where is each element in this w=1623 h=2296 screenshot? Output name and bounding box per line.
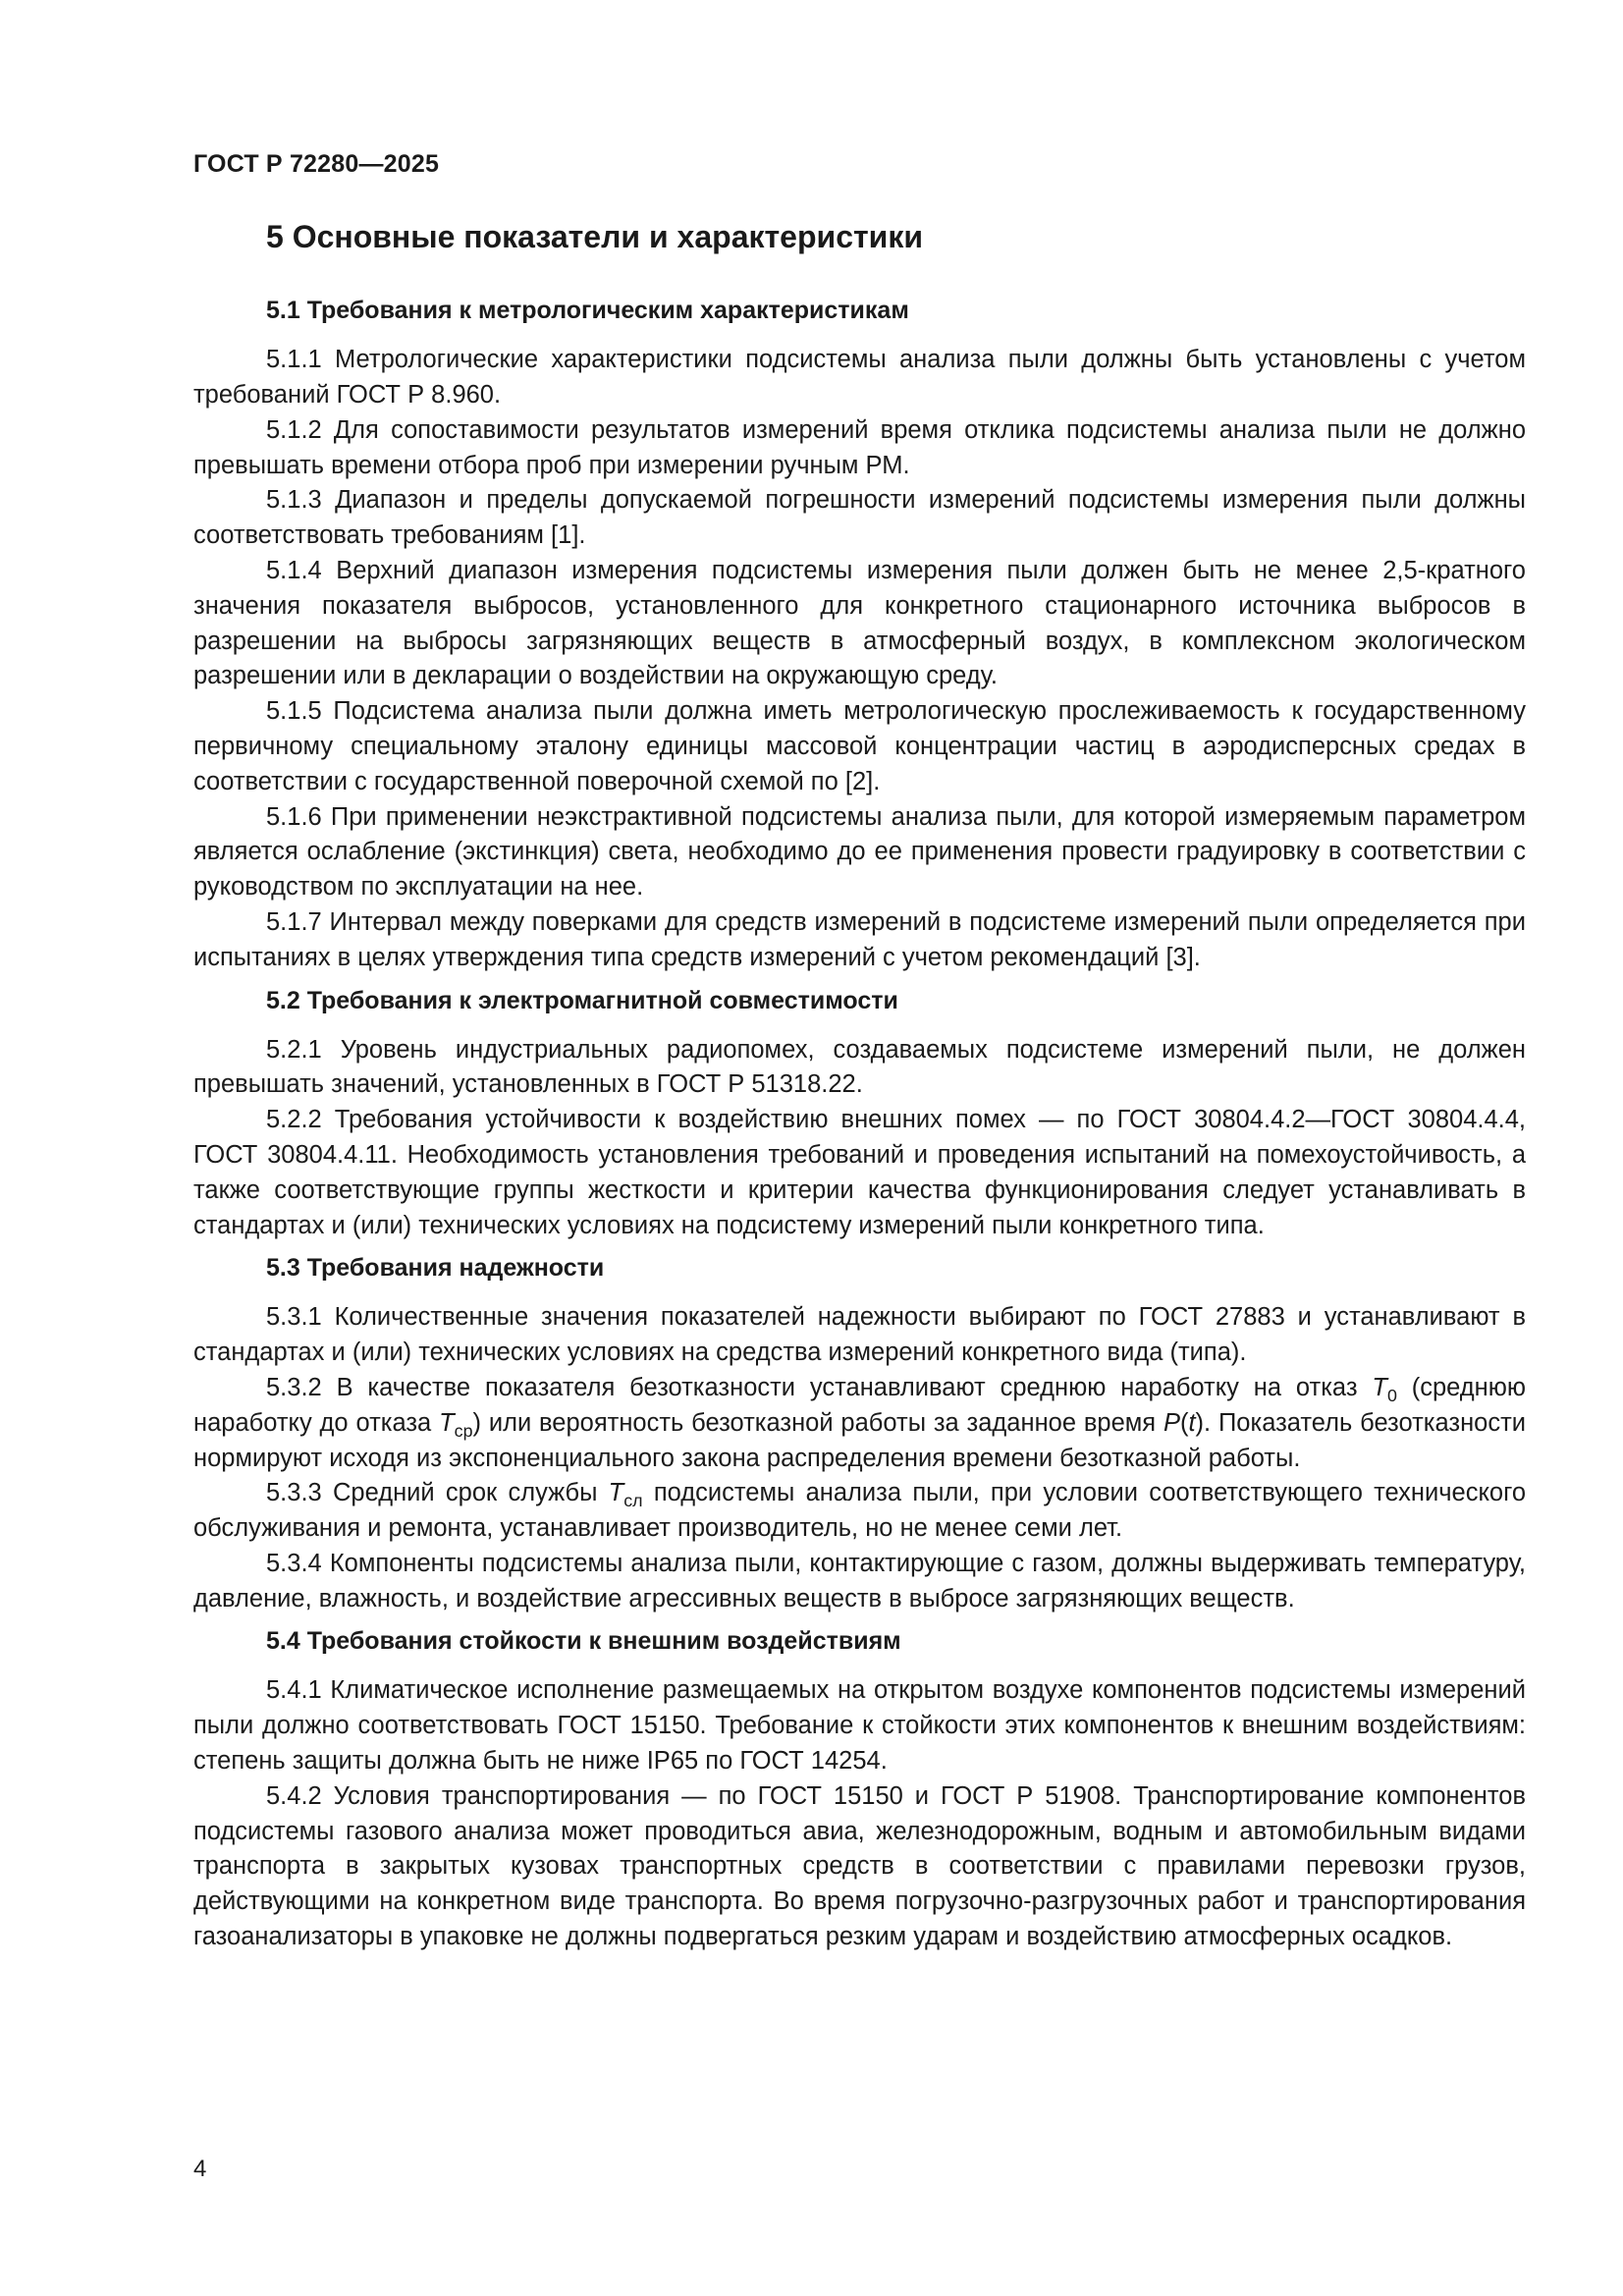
symbol-T: T xyxy=(439,1408,455,1437)
subscript: 0 xyxy=(1386,1386,1397,1406)
subsection-title-5-3: 5.3 Требования надежности xyxy=(266,1254,605,1283)
section-title: 5 Основные показатели и характеристики xyxy=(266,219,924,254)
paragraph-5-3-3 xyxy=(193,1476,1526,1547)
document-body xyxy=(193,220,1526,1955)
text-span: подсистемы анализа пыли, при условии соответствующего технического обслуживания и ремонта, устанавливает производитель, но не менее семи лет. xyxy=(193,1479,1527,1543)
paragraph-5-2-1: 5.2.1 Уровень индустриальных радиопомех, создаваемых подсистеме измерений пыли, не должен превышать значений, установленных в ГОСТ Р 51318.22. xyxy=(193,1035,1526,1099)
symbol-T: T xyxy=(1372,1373,1387,1401)
text-span: 5.3.2 В качестве показателя безотказности устанавливают среднюю наработку на отказ xyxy=(266,1373,1373,1401)
paragraph-5-1-6: 5.1.6 При применении неэкстрактивной подсистемы анализа пыли, для которой измеряемым параметром является ослабление (экстинкция) света, необходимо до ее применения провести градуировку в соответствии с руководством по эксплуатации на нее. xyxy=(193,802,1526,902)
paragraph-5-1-1: 5.1.1 Метрологические характеристики подсистемы анализа пыли должны быть установлены с учетом требований ГОСТ Р 8.960. xyxy=(193,346,1526,409)
text-span: (среднюю наработку до отказа xyxy=(193,1373,1527,1437)
text-span: ) или вероятность безотказной работы за заданное время xyxy=(472,1408,1163,1437)
paragraph-5-1-5: 5.1.5 Подсистема анализа пыли должна иметь метрологическую прослеживаемость к государственному первичному специальному эталону единицы массовой концентрации частиц в аэродисперсных средах в соответствии с государственной поверочной схемой по [2]. xyxy=(193,697,1526,795)
paragraph-5-4-2: 5.4.2 Условия транспортирования — по ГОСТ 15150 и ГОСТ Р 51908. Транспортирование компонентов подсистемы газового анализа может проводиться авиа, железнодорожным, водным и автомобильным видами транспорта в закрытых кузовах транспортных средств в соответствии с правилами перевозки грузов, действующими на конкретном виде транспорта. Во время погрузочно-разгрузочных работ и транспортирования газоанализаторы в упаковке не должны подвергаться резким ударам и воздействию атмосферных осадков. xyxy=(193,1781,1526,1951)
paragraph-5-3-2: 5.3.2 В качестве показателя безотказности устанавливают среднюю наработку на отказ $T_0$ (среднюю наработку до отказа $T_{ср}$) или вероятность безотказной работы за заданное время P(t). Показатель безотказности нормируют исходя из экспоненциального закона распределения времени безотказной работы. xyxy=(193,1373,1527,1472)
subsection-title-5-4: 5.4 Требования стойкости к внешним воздействиям xyxy=(266,1627,901,1656)
subscript: ср xyxy=(454,1420,473,1441)
paragraph-5-1-3: 5.1.3 Диапазон и пределы допускаемой погрешности измерений подсистемы измерения пыли должны соответствовать требованиям [1]. xyxy=(193,486,1526,550)
document-header: ГОСТ Р 72280—2025 xyxy=(193,150,440,178)
paragraph-5-3-4: 5.3.4 Компоненты подсистемы анализа пыли, контактирующие с газом, должны выдерживать температуру, давление, влажность, и воздействие агрессивных веществ в выбросе загрязняющих веществ. xyxy=(193,1549,1526,1613)
page-number: 4 xyxy=(193,2156,207,2182)
paragraph-5-2-2: 5.2.2 Требования устойчивости к воздействию внешних помех — по ГОСТ 30804.4.2—ГОСТ 30804.4.4, ГОСТ 30804.4.11. Необходимость установления требований и проведения испытаний на помехоустойчивость, а также соответствующие группы жесткости и критерии качества функционирования следует устанавливать в стандартах и (или) технических условиях на подсистему измерений пыли конкретного типа. xyxy=(193,1106,1526,1239)
text-span: . Показатель безотказности нормируют исходя из экспоненциального закона распределения времени безотказной работы. xyxy=(193,1408,1527,1472)
subsection-title-5-2: 5.2 Требования к электромагнитной совместимости xyxy=(266,986,898,1014)
paragraph-5-3-1: 5.3.1 Количественные значения показателей надежности выбирают по ГОСТ 27883 и устанавливают в стандартах и (или) технических условиях на средства измерений конкретного вида (типа). xyxy=(193,1303,1526,1367)
paragraph-5-1-7: 5.1.7 Интервал между поверками для средств измерений в подсистеме измерений пыли определяется при испытаниях в целях утверждения типа средств измерений с учетом рекомендаций [3]. xyxy=(193,907,1526,971)
subscript: сл xyxy=(623,1491,643,1511)
symbol-P: P xyxy=(1163,1408,1180,1437)
symbol-T: T xyxy=(608,1479,624,1507)
paragraph-5-1-2: 5.1.2 Для сопоставимости результатов измерений время отклика подсистемы анализа пыли не должно превышать времени отбора проб при измерении ручным РМ. xyxy=(193,415,1526,479)
paragraph-5-4-1: 5.4.1 Климатическое исполнение размещаемых на открытом воздухе компонентов подсистемы измерений пыли должно соответствовать ГОСТ 15150. Требование к стойкости этих компонентов к внешним воздействиям: степень защиты должна быть не ниже IP65 по ГОСТ 14254. xyxy=(193,1676,1526,1776)
subsection-title-5-1: 5.1 Требования к метрологическим характеристикам xyxy=(266,297,909,325)
symbol-t: t xyxy=(1188,1408,1196,1437)
text-span: 5.3.3 Средний срок службы xyxy=(266,1479,609,1507)
paragraph-5-1-4: 5.1.4 Верхний диапазон измерения подсистемы измерения пыли должен быть не менее 2,5-кратного значения показателя выбросов, установленного для конкретного стационарного источника выбросов в разрешении на выбросы загрязняющих веществ в атмосферный воздух, в комплексном экологическом разрешении или в декларации о воздействии на окружающую среду. xyxy=(193,556,1526,690)
